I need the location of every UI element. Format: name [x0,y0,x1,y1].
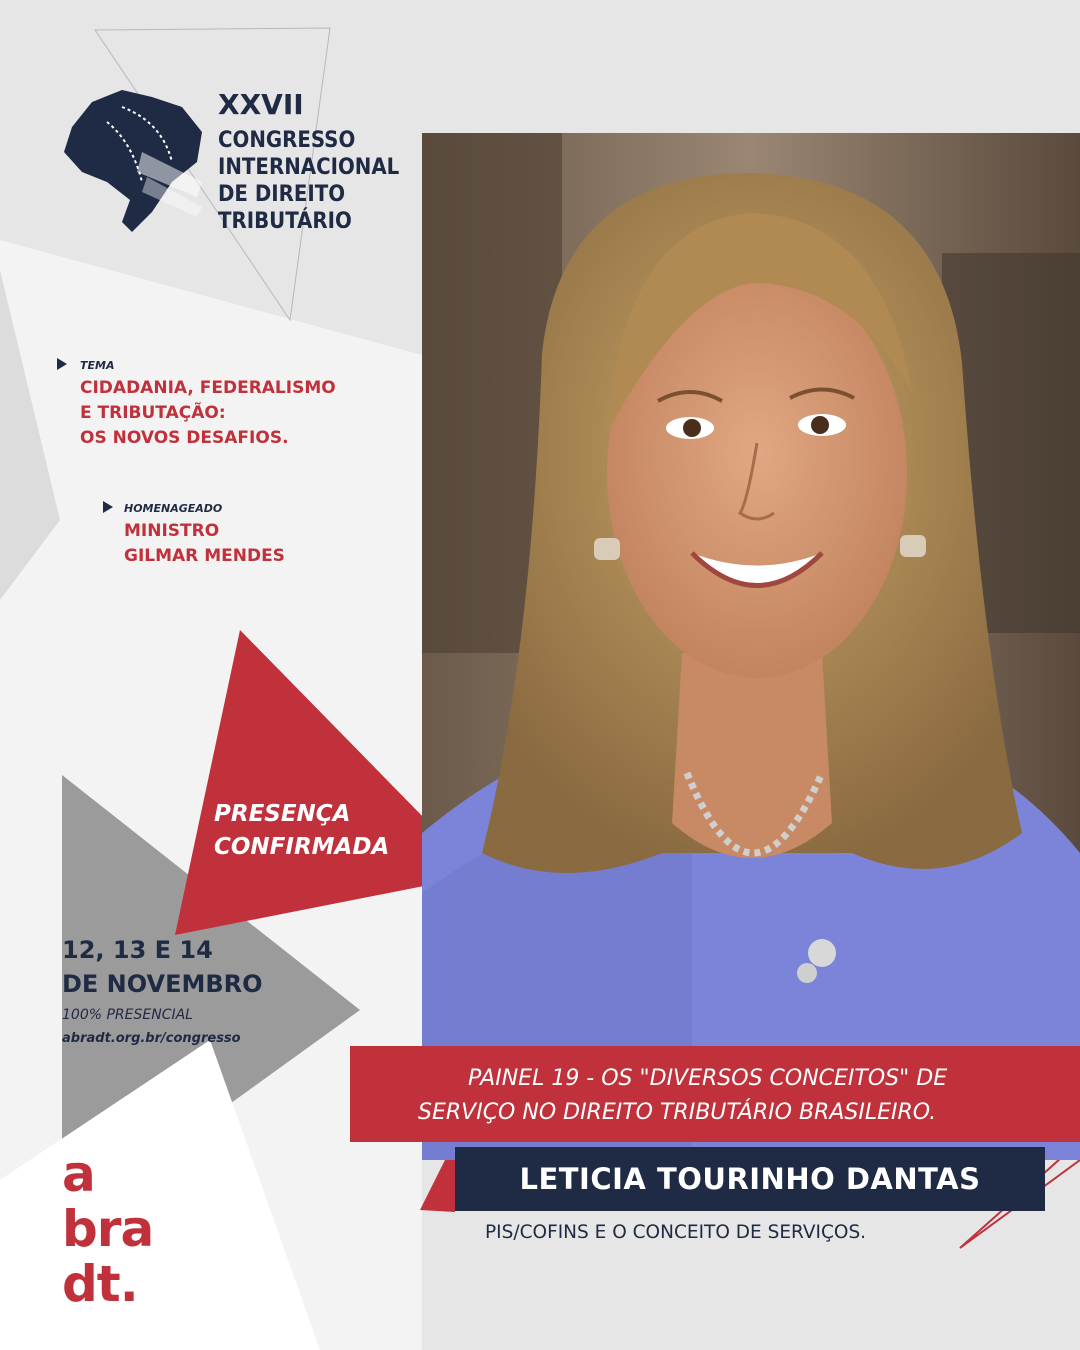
homenageado-line-1: MINISTRO [124,521,220,541]
event-title-line-3: DE DIREITO [218,182,346,207]
tema-line-1: CIDADANIA, FEDERALISMO [80,378,336,398]
dates-line-1: 12, 13 E 14 [62,936,213,964]
event-title-line-1: CONGRESSO [218,128,356,153]
presence-line-2: CONFIRMADA [214,834,390,860]
brand-line-3: dt. [62,1255,138,1313]
talk-title: PIS/COFINS E O CONCEITO DE SERVIÇOS. [485,1222,867,1243]
panel-banner [350,1046,1080,1142]
speaker-name: LETICIA TOURINHO DANTAS [519,1162,981,1196]
brand-line-2: bra [62,1200,154,1258]
homenageado-label: HOMENAGEADO [124,502,223,515]
tema-line-3: OS NOVOS DESAFIOS. [80,428,289,448]
brazil-map-logo [52,82,212,242]
play-icon [103,501,113,513]
tema-label: TEMA [80,359,115,372]
speaker-name-box [455,1147,1045,1211]
event-title-line-2: INTERNACIONAL [218,155,400,180]
event-title-line-4: TRIBUTÁRIO [218,209,352,234]
website-link[interactable]: abradt.org.br/congresso [62,1031,241,1046]
edition-number: XXVII [218,88,304,121]
homenageado-line-2: GILMAR MENDES [124,546,285,566]
dates-line-2: DE NOVEMBRO [62,970,263,998]
attendance-mode: 100% PRESENCIAL [62,1007,193,1023]
panel-line-1: PAINEL 19 - OS "DIVERSOS CONCEITOS" DE [468,1066,948,1091]
panel-line-2: SERVIÇO NO DIREITO TRIBUTÁRIO BRASILEIRO. [418,1100,937,1125]
play-icon [57,358,67,370]
brand-line-1: a [62,1145,95,1203]
presence-line-1: PRESENÇA [214,801,351,827]
event-dates [62,933,263,1001]
speaker-photo [422,133,1080,1160]
tema-line-2: E TRIBUTAÇÃO: [80,403,226,423]
